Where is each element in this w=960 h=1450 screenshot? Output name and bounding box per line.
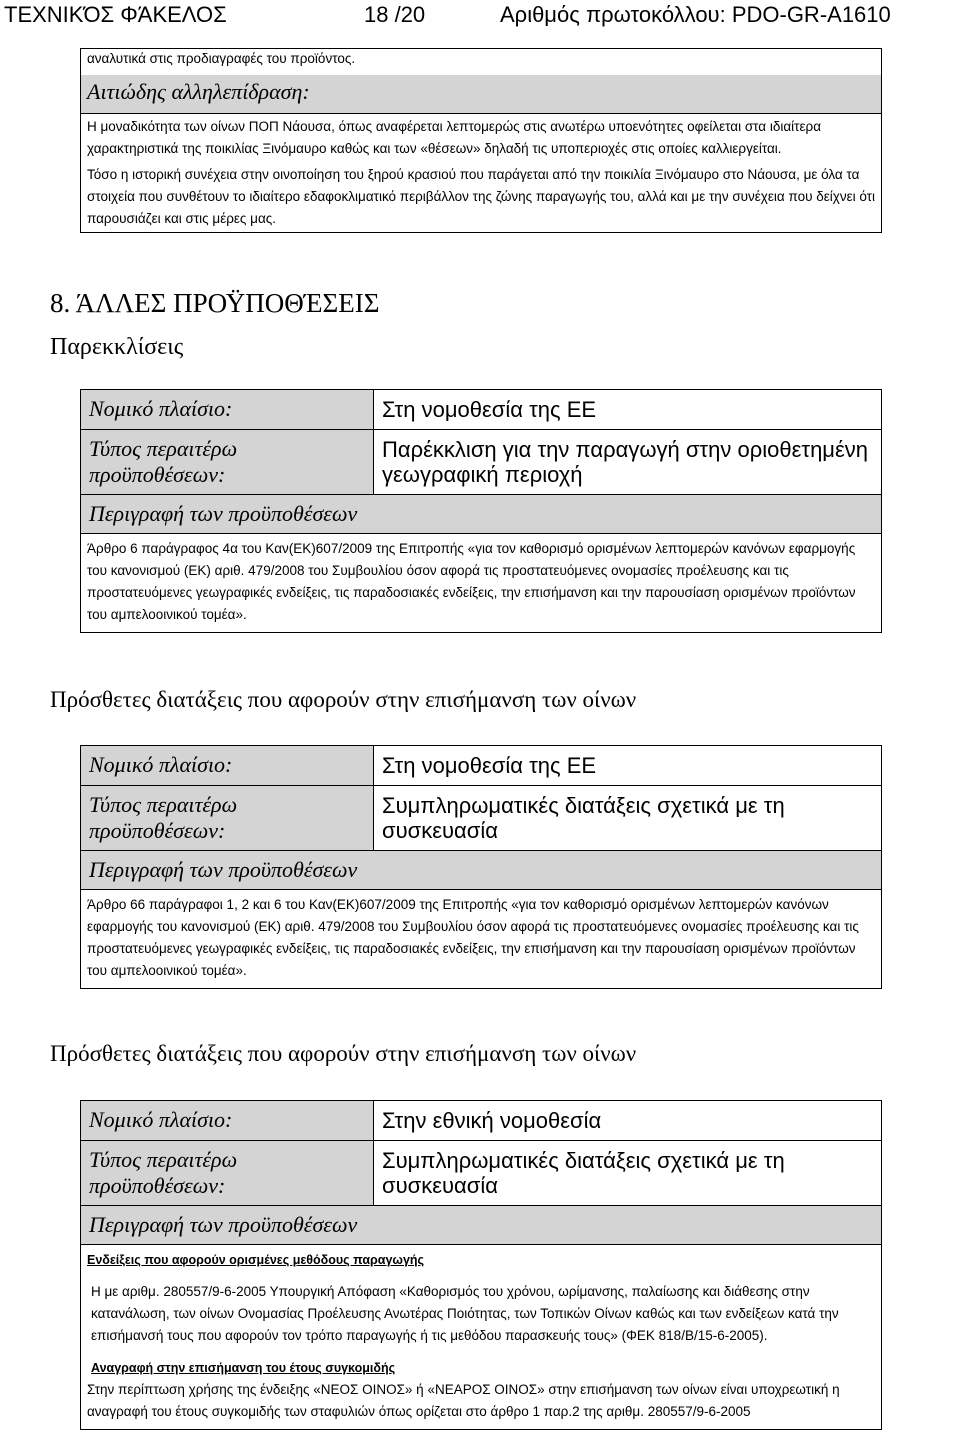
production-methods-text: Η με αριθμ. 280557/9-6-2005 Υπουργική Απόφαση «Καθορισμός του χρόνου, ωρίμανσης, παλαίωσης και διάθεσης στην κατανάλωση, των οίνων Ονομασίας Προέλευσης Ανωτέρας Ποιότητας, των Τοπικών Οίνων καθώς και των ενδείξεων κατά την επισήμανσή τους που αφορούν τον τρόπο παραγωγής ή τις μεθόδου παρασκευής τους» (ΦΕΚ 818/Β/15-6-2005). bbox=[91, 1284, 839, 1343]
causal-paragraph-2: Τόσο η ιστορική συνέχεια στην οινοποίηση του ξηρού κρασιού που παράγεται από την ποικιλία Ξινόμαυρο στο Νάουσα, με όλα τα στοιχεία που συνθέτουν το ιδιαίτερο εδαφοκλιματικό περιβάλλον της ζώνης παραγωγής του, αλλά και με την συνέχεια που δείχνει ότι παρουσιάζει και στις μέρες μας. bbox=[87, 167, 876, 226]
doc-title: ΤΕΧΝΙΚΌΣ ΦΆΚΕΛΟΣ bbox=[4, 2, 227, 27]
harvest-year-subheading: Αναγραφή στην επισήμανση του έτους συγκομιδής bbox=[91, 1361, 396, 1375]
harvest-year-text: Στην περίπτωση χρήσης της ένδειξης «ΝΕΟΣ ΟΙΝΟΣ» ή «ΝΕΑΡΟΣ ΟΙΝΟΣ» στην επισήμανση των οίνων είναι υποχρεωτική η αναγραφή του έτους συγκομιδής των σταφυλιών όπως ορίζεται στο άρθρο 1 παρ.2 της αριθμ. 280557/9-6-2005 bbox=[87, 1382, 840, 1419]
legal-framework-value: Στη νομοθεσία της ΕΕ bbox=[374, 390, 882, 430]
causal-link-box bbox=[80, 48, 882, 233]
condition-type-label: Τύπος περαιτέρω προϋποθέσεων: bbox=[81, 1141, 374, 1206]
condition-type-value: Συμπληρωματικές διατάξεις σχετικά με τη συσκευασία bbox=[374, 1141, 882, 1206]
legal-framework-label: Νομικό πλαίσιο: bbox=[81, 746, 374, 786]
labelling-section-title-2: Πρόσθετες διατάξεις που αφορούν στην επισήμανση των οίνων bbox=[50, 1041, 637, 1066]
condition-type-value: Συμπληρωματικές διατάξεις σχετικά με τη συσκευασία bbox=[374, 786, 882, 851]
legal-framework-label: Νομικό πλαίσιο: bbox=[81, 1101, 374, 1141]
conditions-table-2 bbox=[80, 745, 882, 989]
condition-type-value: Παρέκκλιση για την παραγωγή στην οριοθετημένη γεωγραφική περιοχή bbox=[374, 430, 882, 495]
labelling-section-title-1: Πρόσθετες διατάξεις που αφορούν στην επισήμανση των οίνων bbox=[50, 687, 637, 712]
description-label: Περιγραφή των προϋποθέσεων bbox=[81, 1206, 882, 1245]
section-subtitle: Παρεκκλίσεις bbox=[50, 334, 184, 360]
fragment-text: αναλυτικά στις προδιαγραφές του προϊόντος. bbox=[87, 51, 356, 66]
condition-type-label: Τύπος περαιτέρω προϋποθέσεων: bbox=[81, 786, 374, 851]
condition-type-label: Τύπος περαιτέρω προϋποθέσεων: bbox=[81, 430, 374, 495]
conditions-table-3 bbox=[80, 1100, 882, 1430]
causal-heading: Αιτιώδης αλληλεπίδραση: bbox=[81, 75, 881, 114]
causal-paragraph-1: Η μοναδικότητα των οίνων ΠΟΠ Νάουσα, όπως αναφέρεται λεπτομερώς στις ανωτέρω υποενότητες οφείλεται στα ιδιαίτερα χαρακτηριστικά της ποικιλίας Ξινόμαυρο καθώς και των «θέσεων» δηλαδή τις υποπεριοχές στις οποίες καλλιεργείται. bbox=[87, 119, 821, 156]
page-number: 18 /20 bbox=[364, 2, 426, 27]
page-header bbox=[0, 0, 960, 32]
description-label: Περιγραφή των προϋποθέσεων bbox=[81, 495, 882, 534]
conditions-table-1 bbox=[80, 389, 882, 633]
description-label: Περιγραφή των προϋποθέσεων bbox=[81, 851, 882, 890]
legal-framework-value: Στην εθνική νομοθεσία bbox=[374, 1101, 882, 1141]
protocol-number: Αριθμός πρωτοκόλλου: PDO-GR-A1610 bbox=[500, 2, 891, 27]
section-title: 8. ΆΛΛΕΣ ΠΡΟΫΠΟΘΈΣΕΙΣ bbox=[50, 288, 380, 318]
description-text: Άρθρο 6 παράγραφος 4α του Καν(ΕΚ)607/2009 της Επιτροπής «για τον καθορισμό ορισμένων λεπτομερών κανόνων εφαρμογής του κανονισμού (ΕΚ) αριθ. 479/2008 του Συμβουλίου όσον αφορά τις προστατευόμενες ονομασίες προέλευσης και τις προστατευόμενες γεωγραφικές ενδείξεις, τις παραδοσιακές ενδείξεις, την επισήμανση και την παρουσίαση ορισμένων προϊόντων του αμπελοοινικού τομέα». bbox=[81, 534, 882, 633]
description-text bbox=[81, 1245, 882, 1430]
legal-framework-label: Νομικό πλαίσιο: bbox=[81, 390, 374, 430]
description-text: Άρθρο 66 παράγραφοι 1, 2 και 6 του Καν(ΕΚ)607/2009 της Επιτροπής «για τον καθορισμό ορισμένων λεπτομερών κανόνων εφαρμογής του κανονισμού (ΕΚ) αριθ. 479/2008 του Συμβουλίου όσον αφορά τις προστατευόμενες ονομασίες προέλευσης και τις προστατευόμενες γεωγραφικές ενδείξεις, τις παραδοσιακές ενδείξεις, την επισήμανση και την παρουσίαση ορισμένων προϊόντων του αμπελοοινικού τομέα». bbox=[81, 890, 882, 989]
production-methods-subheading: Ενδείξεις που αφορούν ορισμένες μεθόδους παραγωγής bbox=[87, 1253, 425, 1267]
legal-framework-value: Στη νομοθεσία της ΕΕ bbox=[374, 746, 882, 786]
